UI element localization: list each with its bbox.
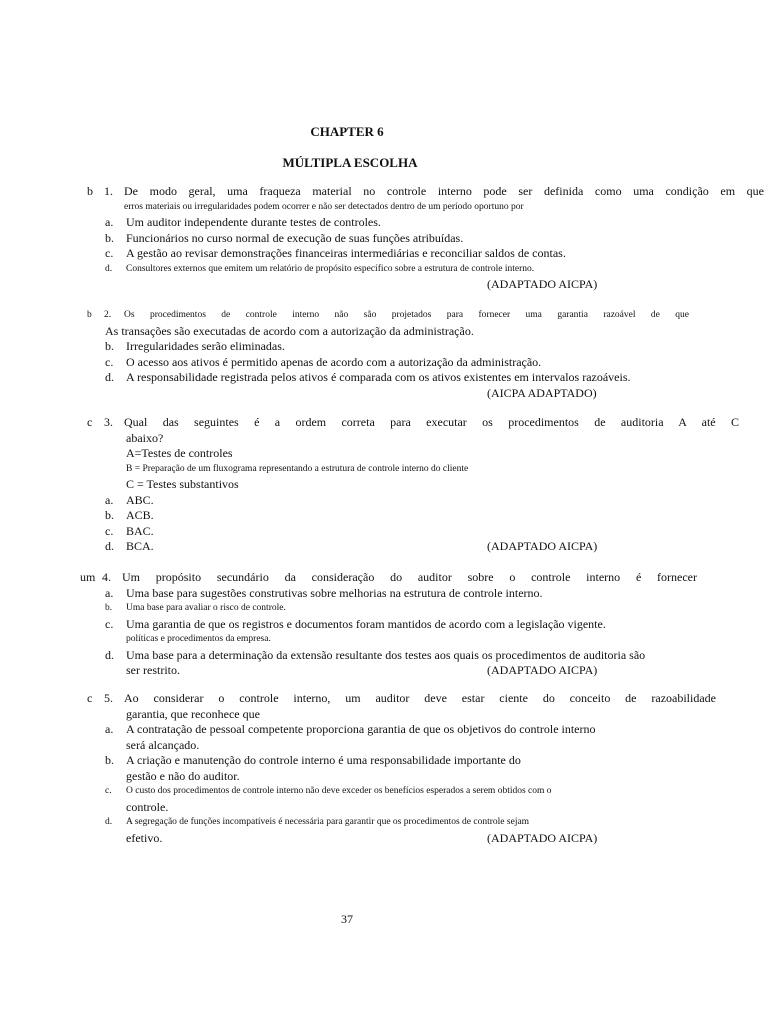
question-number: 5.	[104, 691, 113, 705]
option-text-continued: será alcançado.	[126, 737, 200, 752]
question-stem: Os procedimentos de controle interno não são projetados para fornecer uma garantia razoável de que	[124, 310, 689, 320]
option-text: Funcionários no curso normal de execução de suas funções atribuídas.	[126, 230, 464, 245]
option-letter: b.	[105, 508, 114, 522]
answer-key: um	[80, 570, 96, 584]
option-text: O acesso aos ativos é permitido apenas de acordo com a autorização da administração.	[126, 354, 542, 369]
option-text-continued: gestão e não do auditor.	[126, 768, 240, 783]
option-letter: d.	[105, 370, 114, 384]
option-text-continued: ser restrito.	[126, 663, 180, 677]
question-stem-continued: erros materiais ou irregularidades podem ocorrer e não ser detectados dentro de um período oportuno por	[124, 201, 524, 212]
question-number: 4.	[102, 570, 111, 584]
option-letter: d.	[105, 539, 114, 553]
option-letter: c.	[105, 786, 112, 796]
question-stem: Ao considerar o controle interno, um auditor deve estar ciente do conceito de razoabilidade	[124, 691, 716, 705]
option-letter: b.	[105, 603, 113, 613]
option-text: Uma base para avaliar o risco de controle.	[126, 603, 286, 613]
option-text: Irregularidades serão eliminadas.	[126, 339, 285, 353]
option-letter: b.	[105, 230, 114, 245]
answer-key: c	[87, 415, 93, 429]
source-note: (AICPA ADAPTADO)	[487, 385, 597, 400]
option-text: A contratação de pessoal competente proporciona garantia de que os objetivos do controle interno	[126, 722, 596, 736]
option-text: Consultores externos que emitem um relatório de propósito específico sobre a estrutura de controle interno.	[126, 263, 535, 274]
option-text-continued: políticas e procedimentos da empresa.	[126, 634, 271, 644]
option-text: A responsabilidade registrada pelos ativos é comparada com os ativos existentes em intervalos razoáveis.	[126, 370, 631, 384]
option-letter: b.	[105, 339, 114, 353]
source-note: (ADAPTADO AICPA)	[487, 539, 598, 553]
page-number: 37	[341, 912, 353, 926]
answer-key: c	[87, 691, 93, 705]
option-letter: a.	[105, 215, 114, 229]
question-2	[87, 308, 766, 401]
option-letter: a.	[105, 585, 114, 600]
option-text: BAC.	[126, 523, 154, 538]
option-text: As transações são executadas de acordo com a autorização da administração.	[105, 323, 474, 338]
section-title: MÚLTIPLA ESCOLHA	[282, 155, 418, 170]
step-item: C = Testes substantivos	[126, 477, 239, 491]
option-text: Uma base para a determinação da extensão resultante dos testes aos quais os procedimentos de auditoria são	[126, 647, 646, 662]
option-letter: d.	[105, 647, 114, 662]
option-text: A segregação de funções incompatíveis é necessária para garantir que os procedimentos de controle sejam	[126, 817, 530, 827]
option-text: Uma base para sugestões construtivas sobre melhorias na estrutura de controle interno.	[126, 585, 543, 600]
question-number: 2.	[104, 310, 112, 320]
question-number: 1.	[104, 184, 113, 198]
option-letter: d.	[105, 263, 113, 274]
question-stem: Um propósito secundário da consideração do auditor sobre o controle interno é fornecer	[122, 570, 697, 584]
option-text: ACB.	[126, 508, 154, 522]
option-text: A criação e manutenção do controle interno é uma responsabilidade importante do	[126, 753, 521, 767]
source-note: (ADAPTADO AICPA)	[487, 277, 598, 291]
option-text: A gestão ao revisar demonstrações financeiras intermediárias e reconciliar saldos de contas.	[126, 246, 566, 260]
option-text: ABC.	[126, 492, 154, 507]
option-letter: a.	[105, 722, 114, 736]
option-letter: c.	[105, 354, 114, 369]
question-5	[87, 691, 766, 846]
question-number: 3.	[104, 415, 113, 429]
option-text: O custo dos procedimentos de controle interno não deve exceder os benefícios esperados a serem obtidos com o	[126, 786, 552, 796]
answer-key: b	[87, 310, 92, 320]
option-text: Uma garantia de que os registros e documentos foram mantidos de acordo com a legislação vigente.	[126, 616, 606, 631]
answer-key: b	[87, 184, 93, 198]
option-text-continued: controle.	[126, 799, 169, 814]
question-stem-continued: garantia, que reconhece que	[126, 706, 260, 721]
option-text: Um auditor independente durante testes de controles.	[126, 215, 381, 229]
option-letter: c.	[105, 523, 114, 538]
step-item: B = Preparação de um fluxograma representando a estrutura de controle interno do cliente	[126, 463, 469, 474]
question-stem-continued: abaixo?	[126, 430, 164, 445]
option-text: BCA.	[126, 539, 154, 553]
option-letter: a.	[105, 492, 114, 507]
question-stem: De modo geral, uma fraqueza material no controle interno pode ser definida como uma condição em que	[124, 184, 764, 198]
chapter-title: CHAPTER 6	[310, 124, 384, 139]
question-3	[87, 415, 766, 555]
question-1	[87, 184, 766, 292]
question-stem: Qual das seguintes é a ordem correta para executar os procedimentos de auditoria A até C	[124, 415, 739, 429]
step-item: A=Testes de controles	[126, 446, 233, 460]
option-letter: d.	[105, 817, 113, 827]
option-letter: b.	[105, 753, 114, 767]
option-letter: c.	[105, 246, 114, 260]
option-text-continued: efetivo.	[126, 830, 163, 845]
source-note: (ADAPTADO AICPA)	[487, 830, 598, 845]
option-letter: c.	[105, 616, 114, 631]
source-note: (ADAPTADO AICPA)	[487, 663, 598, 677]
question-4	[80, 570, 766, 679]
